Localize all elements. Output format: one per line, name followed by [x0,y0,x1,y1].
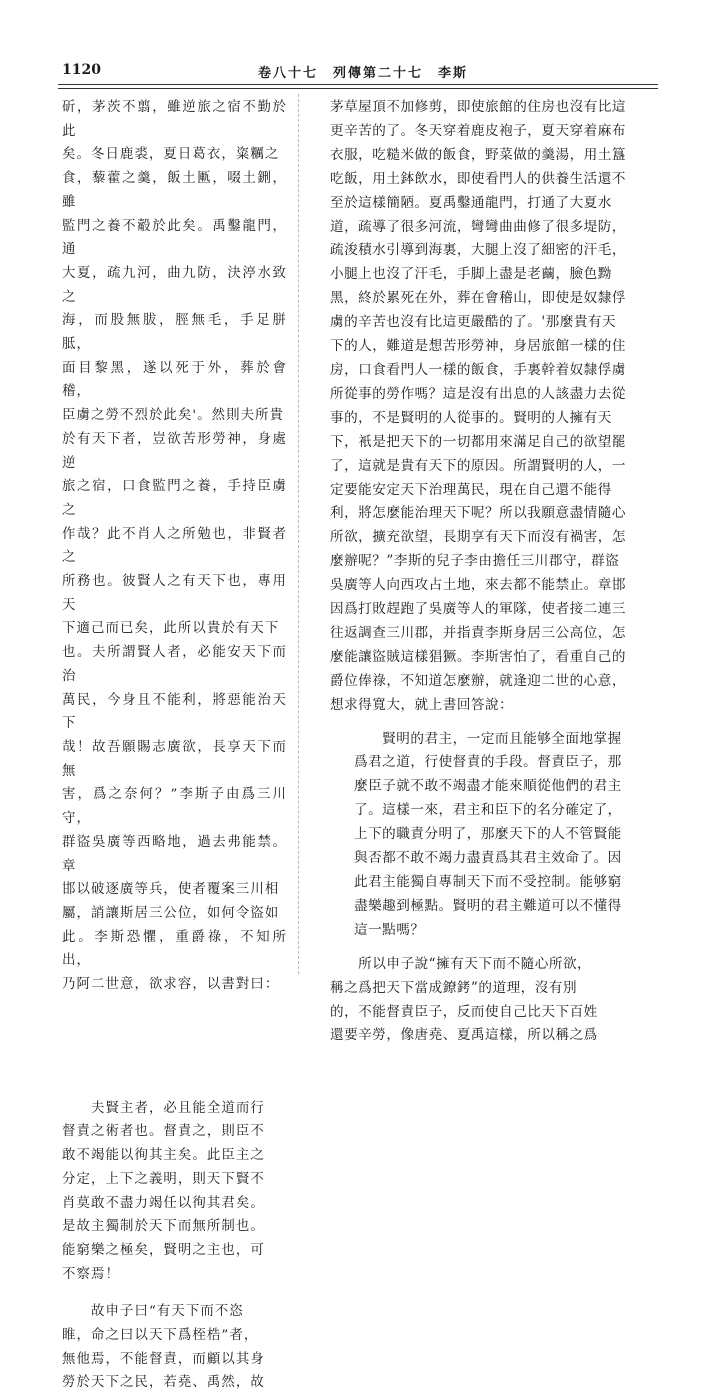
memorial-quote-classical: 夫賢主者，必且能全道而行 督責之術者也。督責之，則臣不 敢不竭能以徇其主矣。此臣主之 分定，上下之義明，則天下賢不 肖莫敢不盡力竭任以徇其君矣。 是故主獨制於天下而無所制也。 能窮樂之極矣，賢明之主也，可 不察焉！ [62,1100,265,1282]
classical-paragraph: 故申子曰“有天下而不恣 睢，命之曰以天下爲桎梏”者， 無他焉，不能督責，而顧以其身 勞於天下之民，若堯、禹然，故 [62,1304,265,1391]
column-divider [298,94,299,974]
page-header [0,0,716,92]
classical-paragraph: 斫，茅茨不翦，雖逆旅之宿不勤於此 矣。冬日鹿裘，夏日葛衣，粢糲之 食，藜藿之羹，飯土匭，啜土鉶，雖 監門之養不觳於此矣。禹鑿龍門，通 大夏，疏九河，曲九防，決渟水致之 海，而股無胈，脛無毛，手足胼胝， 面目黎黑，遂以死于外，葬於會稽， 臣虜之勞不烈於此矣'。然則夫所貴 於有天下者，豈欲苦形勞神，身處逆 旅之宿，口食監門之養，手持臣虜之 作哉？此不肖人之所勉也，非賢者之 所務也。彼賢人之有天下也，專用天 下適己而已矣，此所以貴於有天下 也。夫所謂賢人者，必能安天下而治 萬民，今身且不能利，將惡能治天下 哉！故吾願賜志廣欲，長享天下而無 害，爲之奈何？”李斯子由爲三川守， 群盜吳廣等西略地，過去弗能禁。章 邯以破逐廣等兵，使者覆案三川相 屬，誚讓斯居三公位，如何令盜如 此。李斯恐懼，重爵祿，不知所出， 乃阿二世意，欲求容，以書對曰： [62,100,287,993]
header-rule [58,84,658,85]
page-number: 1120 [62,62,101,78]
translation-paragraph: 茅草屋頂不加修剪，即使旅館的住房也沒有比這 更辛苦的了。冬天穿着鹿皮袍子，夏天穿着麻布 衣服，吃糙米做的飯食，野菜做的羹湯，用土簋 吃飯，用土鉢飲水，即使看門人的供養生活還不 至於這樣簡陋。夏禹鑿通龍門，打通了大夏水 道，疏導了很多河流，彎彎曲曲修了很多堤防， 疏浚積水引導到海裏，大腿上沒了細密的汗毛， 小腿上也沒了汗毛，手脚上盡是老繭，臉色黝 黑，終於累死在外，葬在會稽山，即使是奴隸俘 虜的辛苦也沒有比這更嚴酷的了。'那麼貴有天 下的人，難道是想苦形勞神，身居旅館一樣的住 房，口食看門人一樣的飯食，手裏幹着奴隸俘虜 所從事的勞作嗎？這是沒有出息的人該盡力去從 事的，不是賢明的人從事的。賢明的人擁有天 下，衹是把天下的一切都用來滿足自己的欲望罷 了，這就是貴有天下的原因。所謂賢明的人，一 定要能安定天下治理萬民，現在自己還不能得 利，將怎麼能治理天下呢？所以我願意盡情隨心 所欲，擴充欲望，長期享有天下而沒有禍害，怎 麼辦呢？”李斯的兒子李由擔任三川郡守，群盜 吳廣等人向西攻占土地，來去都不能禁止。章邯 因爲打敗趕跑了吳廣等人的軍隊，使者接二連三 往返調查三川郡，并指責李斯身居三公高位，怎 麼能讓盜賊這樣猖獗。李斯害怕了，看重自己的 爵位俸祿，不知道怎麼辦，就逢迎二世的心意， 想求得寬大，就上書回答說： [330,99,626,713]
memorial-quote-translation: 賢明的君主，一定而且能够全面地掌握 爲君之道，行使督責的手段。督責臣子，那 麼臣子就不敢不竭盡才能來順從他們的君主 了。這樣一來，君主和臣下的名分確定了， 上下的職責分明了，那麼天下的人不管賢能 與否都不敢不竭力盡責爲其君主效命了。因 此君主能獨自專制天下而不受控制。能够窮 盡樂趣到極點。賢明的君主難道可以不懂得 這一點嗎？ [354,730,622,938]
header-rule-thin [58,88,658,89]
classical-text-column [62,96,287,1395]
translation-column [330,96,664,1048]
running-head: 卷八十七 列傳第二十七 李斯 [258,66,469,81]
translation-paragraph: 所以申子說“擁有天下而不隨心所欲， 稱之爲把天下當成鐐銬”的道理，沒有別 的，不能督責臣子，反而使自己比天下百姓 還要辛勞，像唐堯、夏禹這樣，所以稱之爲 [330,955,598,1044]
